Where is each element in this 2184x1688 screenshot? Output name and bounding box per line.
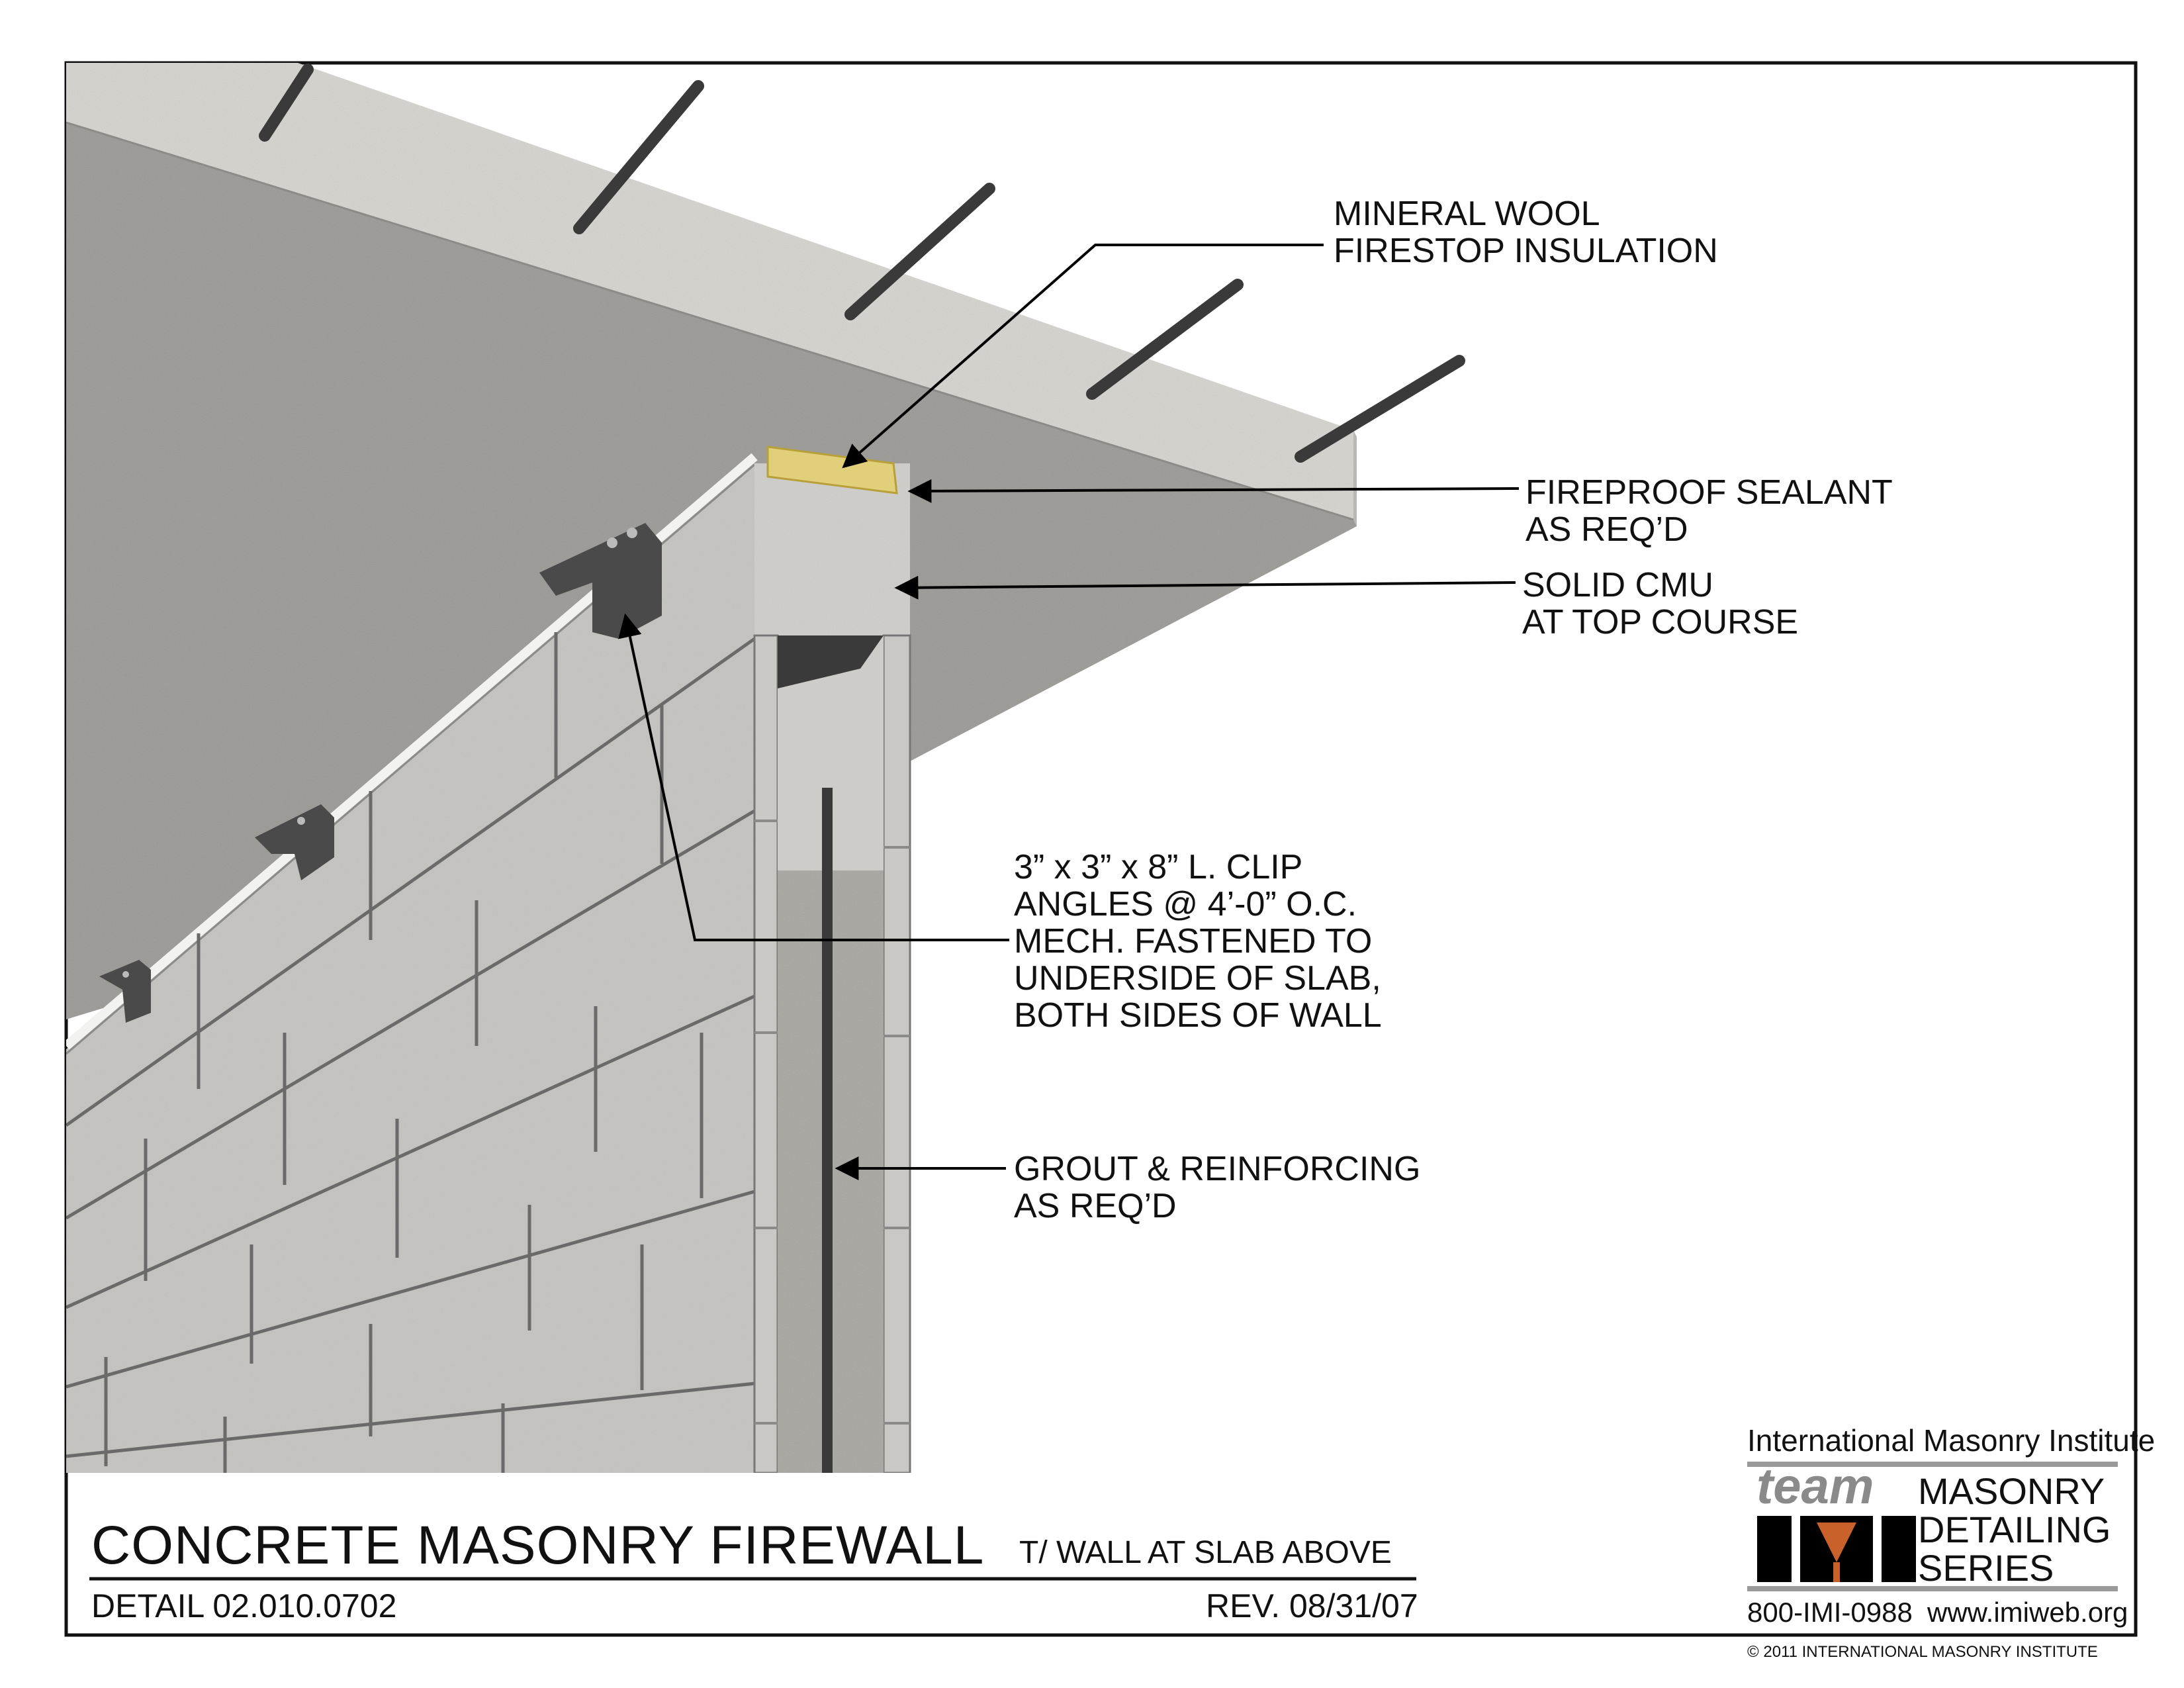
drawing-subtitle: T/ WALL AT SLAB ABOVE: [1019, 1535, 1392, 1570]
label-mineral-wool: MINERAL WOOL FIRESTOP INSULATION: [1334, 195, 1718, 270]
label-solid-cmu: SOLID CMU AT TOP COURSE: [1522, 566, 1799, 641]
cmu-face-shell-left: [754, 635, 778, 1473]
revision-date: REV. 08/31/07: [1206, 1587, 1418, 1624]
team-wordmark: team: [1756, 1458, 1874, 1515]
cmu-face-shell-right: [884, 635, 910, 1473]
website: www.imiweb.org: [1927, 1597, 2128, 1628]
detail-number: DETAIL 02.010.0702: [91, 1587, 397, 1624]
drawing-title: CONCRETE MASONRY FIREWALL: [91, 1515, 985, 1575]
phone-number: 800-IMI-0988: [1747, 1597, 1913, 1628]
label-fireproof-sealant: FIREPROOF SEALANT AS REQ’D: [1525, 473, 1893, 549]
imi-logo-mark: [1757, 1516, 1916, 1582]
label-clip-angles: 3” x 3” x 8” L. CLIP ANGLES @ 4’-0” O.C. MECH. FASTENED TO UNDERSIDE OF SLAB, BOTH SIDES OF WALL: [1014, 848, 1382, 1035]
org-name: International Masonry Institute: [1747, 1423, 2156, 1458]
series-name: MASONRY DETAILING SERIES: [1918, 1470, 2111, 1589]
slab-edge: [1353, 430, 1357, 526]
copyright-notice: © 2011 INTERNATIONAL MASONRY INSTITUTE: [1747, 1643, 2098, 1661]
label-grout: GROUT & REINFORCING AS REQ’D: [1014, 1150, 1421, 1225]
